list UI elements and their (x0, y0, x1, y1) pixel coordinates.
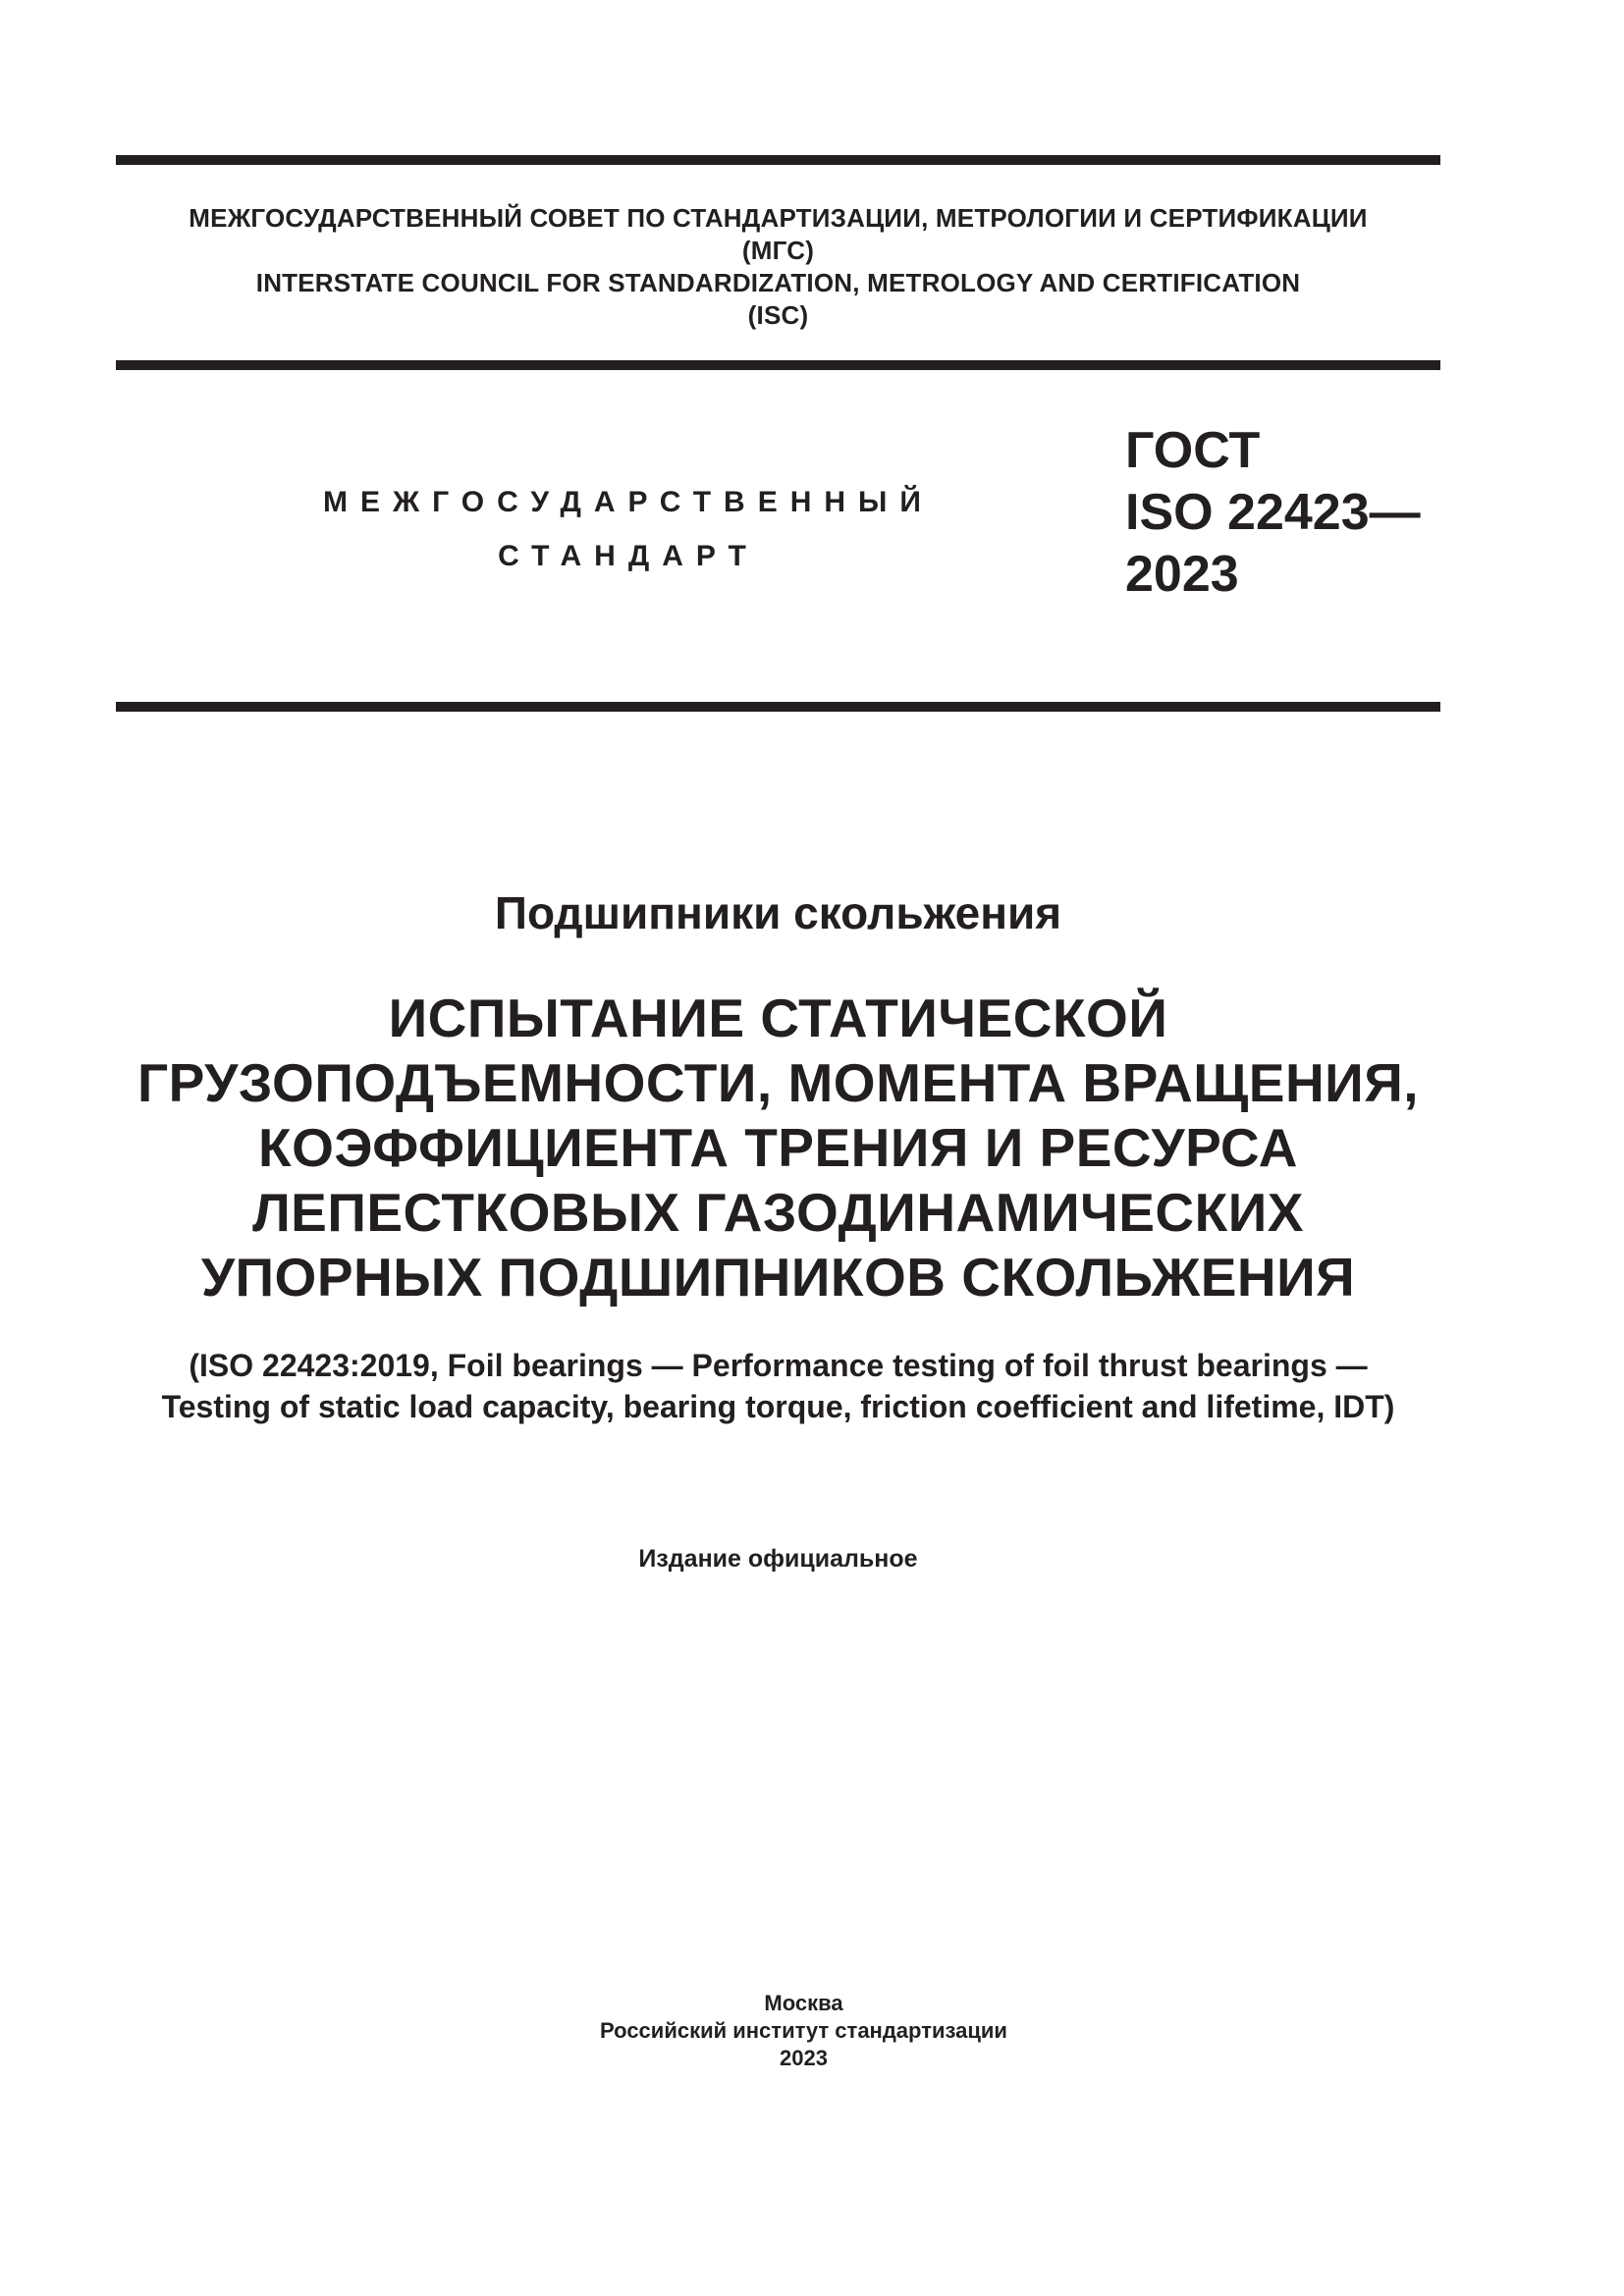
designation-line1: ГОСТ (1125, 422, 1261, 479)
council-en-abbr: (ISC) (747, 300, 809, 330)
subject-heading: Подшипники скольжения (494, 887, 1062, 938)
council-ru-name: МЕЖГОСУДАРСТВЕННЫЙ СОВЕТ ПО СТАНДАРТИЗАЦИИ, МЕТРОЛОГИИ И СЕРТИФИКАЦИИ (189, 203, 1368, 233)
main-title (79, 986, 1478, 1309)
title-line: КОЭФФИЦИЕНТА ТРЕНИЯ И РЕСУРСА (258, 1117, 1298, 1178)
title-line: ИСПЫТАНИЕ СТАТИЧЕСКОЙ (388, 988, 1168, 1048)
iso-reference (88, 1345, 1468, 1427)
imprint-year: 2023 (780, 2046, 828, 2070)
standard-kind (295, 475, 962, 583)
top-rule (116, 155, 1440, 165)
standard-designation (1125, 420, 1421, 606)
edition-label: Издание официальное (638, 1545, 918, 1573)
council-ru-abbr: (МГС) (741, 236, 815, 265)
designation-line2: ISO 22423— (1125, 484, 1421, 541)
title-line: ГРУЗОПОДЪЕМНОСТИ, МОМЕНТА ВРАЩЕНИЯ, (136, 1052, 1420, 1113)
title-line: ЛЕПЕСТКОВЫХ ГАЗОДИНАМИЧЕСКИХ (252, 1182, 1304, 1243)
standard-kind-line1: МЕЖГОСУДАРСТВЕННЫЙ (323, 486, 934, 518)
designation-bottom-rule (116, 702, 1440, 712)
council-bottom-rule (116, 360, 1440, 370)
imprint-city: Москва (764, 1991, 843, 2015)
iso-reference-line1: (ISO 22423:2019, Foil bearings — Performance testing of foil thrust bearings — (189, 1348, 1368, 1383)
iso-reference-line2: Testing of static load capacity, bearing torque, friction coefficient and lifetime, IDT) (161, 1389, 1395, 1424)
imprint (116, 1990, 1491, 2072)
standard-kind-line2: СТАНДАРТ (498, 540, 759, 572)
council-header (116, 202, 1440, 332)
imprint-publisher: Российский институт стандартизации (600, 2018, 1007, 2043)
designation-line3: 2023 (1125, 546, 1239, 603)
title-line: УПОРНЫХ ПОДШИПНИКОВ СКОЛЬЖЕНИЯ (200, 1247, 1356, 1308)
council-en-name: INTERSTATE COUNCIL FOR STANDARDIZATION, METROLOGY AND CERTIFICATION (255, 268, 1301, 297)
